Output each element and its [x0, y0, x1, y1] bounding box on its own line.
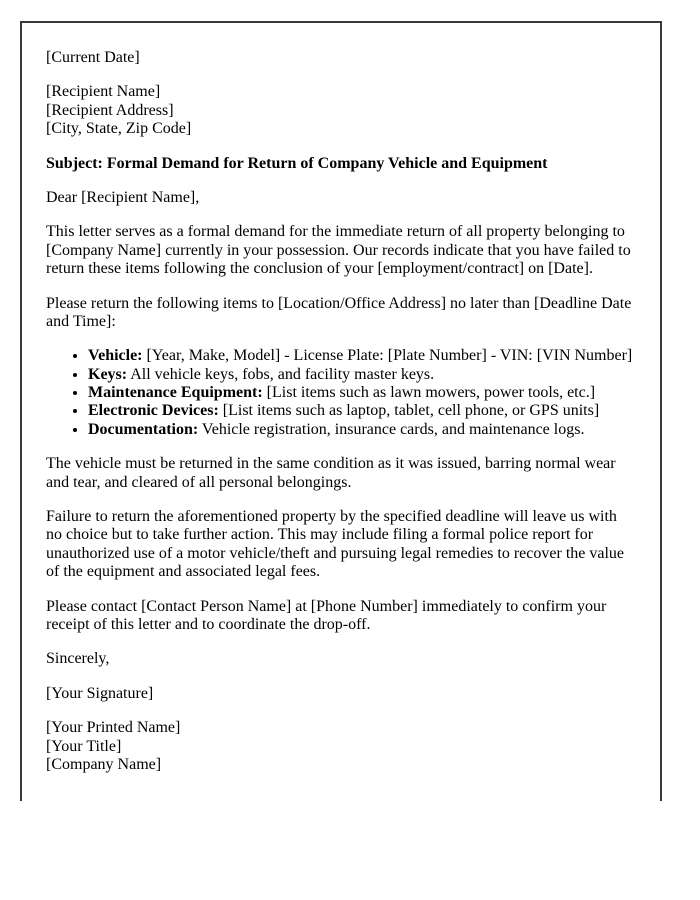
closing: Sincerely, — [46, 650, 110, 668]
paragraph-contact: Please contact [Contact Person Name] at [Phone Number] immediately to confirm your receipt of this letter and to coordinate the drop-off. — [46, 597, 607, 633]
item-label: Vehicle: — [88, 347, 143, 365]
paragraph-return-instructions: Please return the following items to [Location/Office Address] no later than [Deadline Date and Time]: — [46, 294, 632, 330]
paragraph-consequences: Failure to return the aforementioned property by the specified deadline will leave us with no choice but to take further action. This may include filing a formal police report for unauthorized use of a motor vehicle/theft and pursuing legal remedies to recover the value of the equipment and associated legal fees. — [46, 508, 625, 581]
recipient-city-state-zip-line: [City, State, Zip Code] — [46, 120, 192, 138]
signer-title-line: [Your Title] — [46, 737, 122, 755]
list-item-vehicle — [88, 347, 636, 365]
signature-line: [Your Signature] — [46, 684, 154, 702]
letter-frame — [20, 21, 662, 801]
recipient-name-line: [Recipient Name] — [46, 83, 161, 101]
item-text: Vehicle registration, insurance cards, and maintenance logs. — [198, 420, 585, 438]
item-label: Keys: — [88, 365, 128, 383]
salutation: Dear [Recipient Name], — [46, 188, 200, 206]
list-item-electronic-devices — [88, 402, 636, 420]
item-text: [List items such as lawn mowers, power tools, etc.] — [262, 384, 596, 402]
item-label: Electronic Devices: — [88, 402, 219, 420]
paragraph-demand: This letter serves as a formal demand for the immediate return of all property belonging to [Company Name] currently in your possession. Our records indicate that you have failed to return these items following the conclusion of your [employment/contract] on [Date]. — [46, 223, 631, 278]
list-item-maintenance-equipment — [88, 384, 636, 402]
list-item-documentation — [88, 421, 636, 439]
item-label: Maintenance Equipment: — [88, 384, 263, 402]
recipient-block — [46, 83, 636, 138]
signature-block — [46, 719, 636, 774]
subject-line: Subject: Formal Demand for Return of Company Vehicle and Equipment — [46, 154, 548, 172]
list-item-keys — [88, 366, 636, 384]
signer-company-line: [Company Name] — [46, 755, 162, 773]
signer-printed-name-line: [Your Printed Name] — [46, 719, 181, 737]
recipient-address-line: [Recipient Address] — [46, 101, 174, 119]
item-text: [Year, Make, Model] - License Plate: [Plate Number] - VIN: [VIN Number] — [142, 347, 633, 365]
items-list — [46, 347, 636, 439]
item-text: [List items such as laptop, tablet, cell phone, or GPS units] — [218, 402, 600, 420]
date-line: [Current Date] — [46, 49, 140, 66]
item-text: All vehicle keys, fobs, and facility master keys. — [127, 365, 435, 383]
item-label: Documentation: — [88, 420, 199, 438]
paragraph-condition: The vehicle must be returned in the same condition as it was issued, barring normal wear and tear, and cleared of all personal belongings. — [46, 455, 616, 491]
